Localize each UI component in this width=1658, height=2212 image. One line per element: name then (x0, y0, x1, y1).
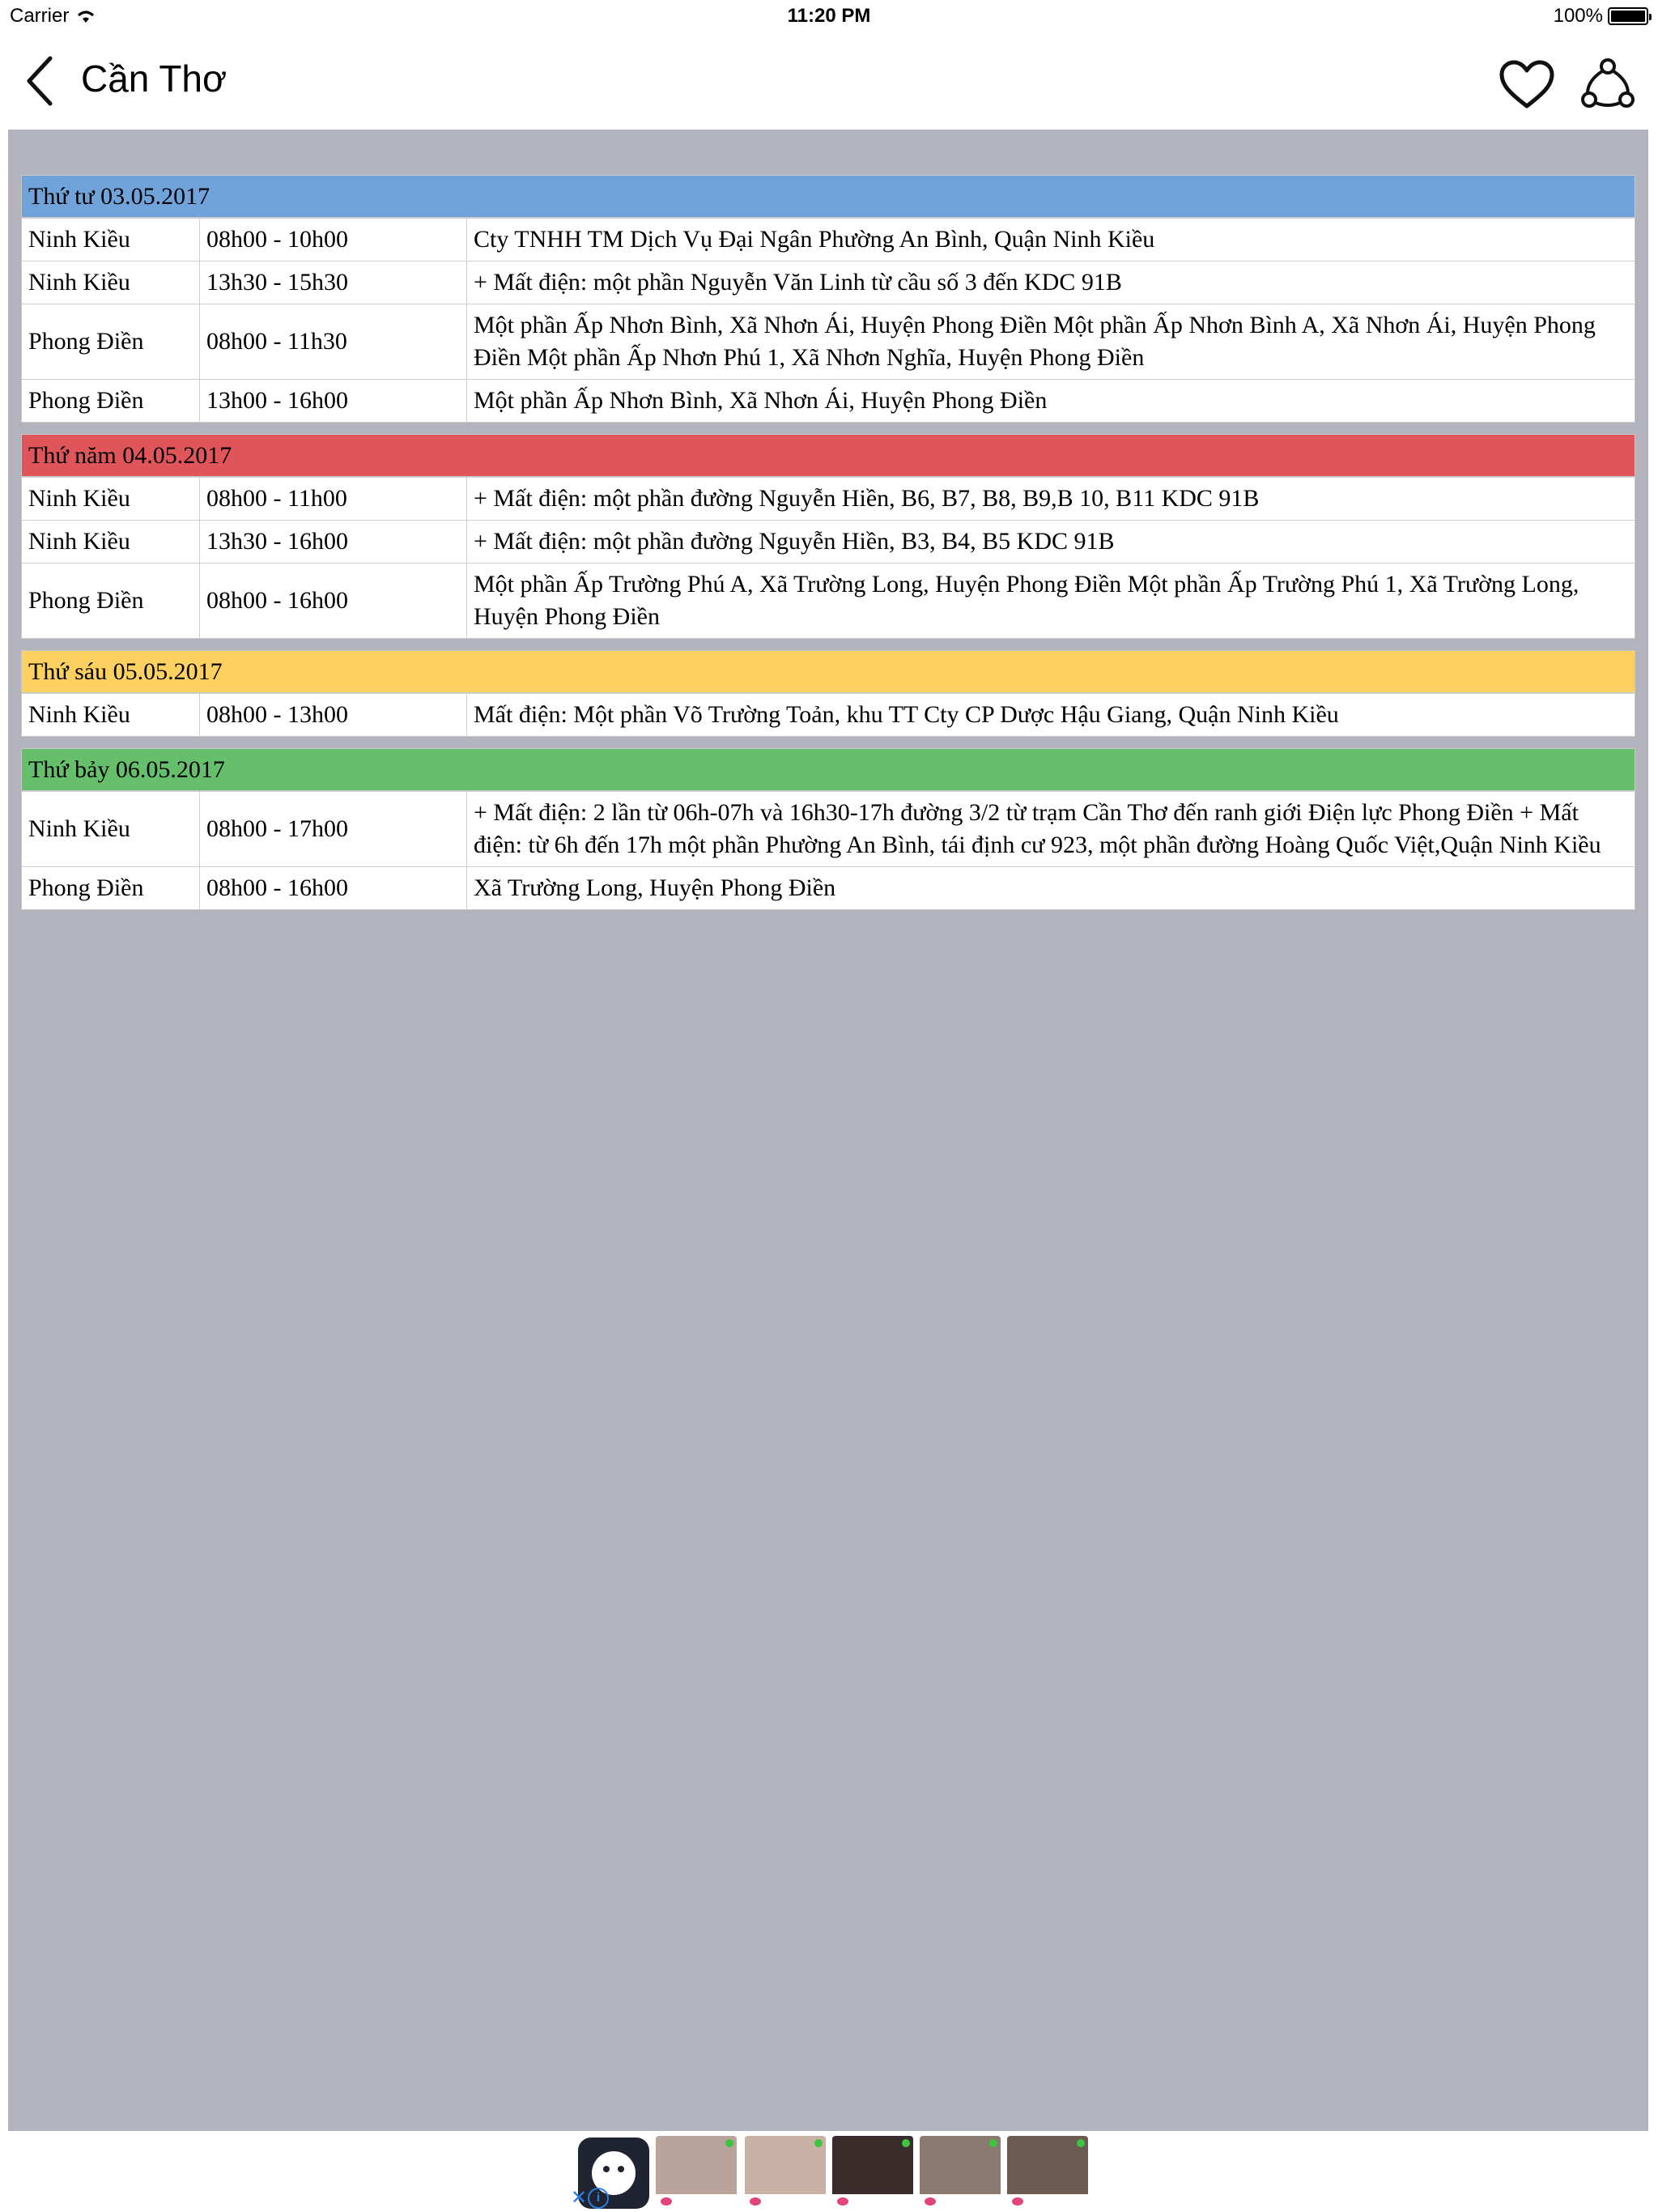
table-row (22, 261, 1635, 304)
table-row (22, 520, 1635, 563)
ad-photo (832, 2136, 913, 2194)
ad-photo (1007, 2136, 1088, 2194)
area-cell: Ninh Kiều (22, 478, 200, 520)
table-row (22, 693, 1635, 736)
back-button[interactable] (16, 50, 62, 112)
ad-thumbnail[interactable] (920, 2136, 1001, 2210)
area-cell: Ninh Kiều (22, 521, 200, 563)
area-cell: Phong Điền (22, 380, 200, 422)
online-dot-icon (989, 2139, 997, 2147)
ad-photo (656, 2136, 737, 2194)
outage-schedule (21, 175, 1635, 921)
time-cell: 08h00 - 16h00 (200, 867, 467, 909)
share-button[interactable] (1574, 50, 1642, 118)
time-cell: 13h30 - 15h30 (200, 262, 467, 304)
description-cell: Xã Trường Long, Huyện Phong Điền (474, 874, 836, 901)
ad-thumbnail[interactable] (745, 2136, 826, 2210)
ad-caption (745, 2194, 826, 2210)
description-cell: Một phần Ấp Trường Phú A, Xã Trường Long, Huyện Phong Điền Một phần Ấp Trường Phú 1, Xã Trường Long, Huyện Phong Điền (474, 571, 1579, 630)
ad-photo (745, 2136, 826, 2194)
carrier-label: Carrier (10, 5, 70, 27)
time-cell: 08h00 - 11h00 (200, 478, 467, 520)
online-dot-icon (814, 2139, 823, 2147)
status-bar (0, 0, 1658, 32)
description-cell: + Mất điện: một phần đường Nguyễn Hiền, B3, B4, B5 KDC 91B (474, 528, 1115, 555)
ad-thumbnail[interactable] (832, 2136, 913, 2210)
day-section (21, 650, 1635, 737)
time-cell: 08h00 - 10h00 (200, 219, 467, 261)
table-row (22, 866, 1635, 909)
time-cell: 08h00 - 13h00 (200, 694, 467, 736)
close-icon[interactable]: ✕ (570, 2187, 588, 2209)
favorite-button[interactable] (1494, 52, 1559, 117)
online-dot-icon (725, 2139, 733, 2147)
table-row (22, 379, 1635, 422)
time-cell: 08h00 - 17h00 (200, 792, 467, 866)
time-cell: 08h00 - 16h00 (200, 564, 467, 638)
day-header: Thứ tư 03.05.2017 (22, 176, 1635, 218)
share-icon (1580, 57, 1635, 111)
table-row (22, 563, 1635, 638)
day-section (21, 748, 1635, 910)
chevron-left-icon (23, 55, 55, 107)
area-cell: Ninh Kiều (22, 694, 200, 736)
time-cell: 13h30 - 16h00 (200, 521, 467, 563)
day-section (21, 175, 1635, 423)
description-cell: + Mất điện: một phần Nguyễn Văn Linh từ cầu số 3 đến KDC 91B (474, 269, 1122, 296)
info-icon[interactable]: i (588, 2188, 609, 2209)
ad-caption (832, 2194, 913, 2210)
ad-thumbnail[interactable] (1007, 2136, 1088, 2210)
ad-caption (1007, 2194, 1088, 2210)
table-row (22, 477, 1635, 520)
day-header: Thứ bảy 06.05.2017 (22, 749, 1635, 791)
online-dot-icon (902, 2139, 910, 2147)
ad-caption (656, 2194, 737, 2210)
ad-caption (920, 2194, 1001, 2210)
content-area[interactable] (8, 130, 1648, 2131)
time-cell: 08h00 - 11h30 (200, 304, 467, 379)
battery-icon (1608, 7, 1648, 25)
ad-thumbnail[interactable] (656, 2136, 737, 2210)
table-row (22, 304, 1635, 379)
battery-indicator (1554, 5, 1648, 28)
area-cell: Ninh Kiều (22, 792, 200, 866)
heart-icon (1499, 59, 1555, 109)
description-cell: Mất điện: Một phần Võ Trường Toản, khu TT Cty CP Dược Hậu Giang, Quận Ninh Kiều (474, 701, 1339, 728)
clock: 11:20 PM (787, 5, 871, 27)
table-row (22, 218, 1635, 261)
area-cell: Phong Điền (22, 564, 200, 638)
area-cell: Ninh Kiều (22, 262, 200, 304)
table-row (22, 791, 1635, 866)
day-header: Thứ năm 04.05.2017 (22, 435, 1635, 477)
description-cell: + Mất điện: 2 lần từ 06h-07h và 16h30-17h đường 3/2 từ trạm Cần Thơ đến ranh giới Điện lực Phong Điền + Mất điện: từ 6h đến 17h một phần Phường An Bình, tái định cư 923, một phần đường Hoàng Quốc Việt,Quận Ninh Kiều (474, 799, 1601, 858)
description-cell: Cty TNHH TM Dịch Vụ Đại Ngân Phường An Bình, Quận Ninh Kiều (474, 226, 1155, 253)
area-cell: Phong Điền (22, 304, 200, 379)
description-cell: + Mất điện: một phần đường Nguyễn Hiền, B6, B7, B8, B9,B 10, B11 KDC 91B (474, 485, 1260, 512)
page-title: Cần Thơ (81, 57, 227, 100)
nav-bar (0, 32, 1658, 130)
day-header: Thứ sáu 05.05.2017 (22, 651, 1635, 693)
ad-photo (920, 2136, 1001, 2194)
battery-percent: 100% (1553, 5, 1603, 27)
description-cell: Một phần Ấp Nhơn Bình, Xã Nhơn Ái, Huyện Phong Điền (474, 387, 1048, 414)
area-cell: Ninh Kiều (22, 219, 200, 261)
ad-banner[interactable] (570, 2134, 1090, 2212)
time-cell: 13h00 - 16h00 (200, 380, 467, 422)
day-section (21, 434, 1635, 639)
online-dot-icon (1077, 2139, 1085, 2147)
description-cell: Một phần Ấp Nhơn Bình, Xã Nhơn Ái, Huyện Phong Điền Một phần Ấp Nhơn Bình A, Xã Nhơn Ái, Huyện Phong Điền Một phần Ấp Nhơn Phú 1, Xã Nhơn Nghĩa, Huyện Phong Điền (474, 312, 1596, 371)
area-cell: Phong Điền (22, 867, 200, 909)
